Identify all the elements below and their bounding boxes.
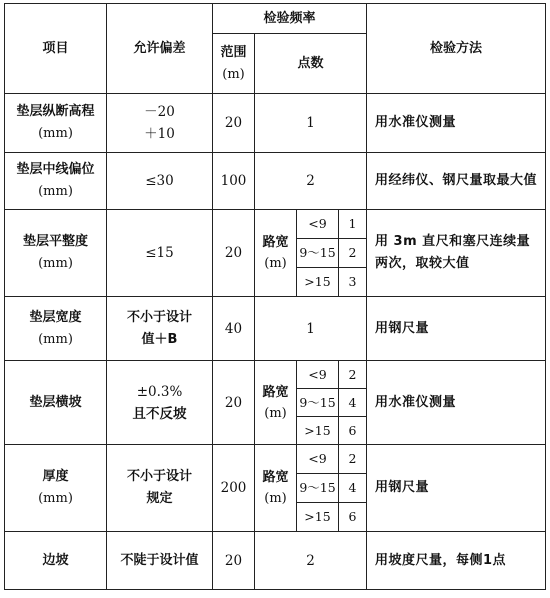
item-unit: (mm) (38, 491, 73, 506)
header-frequency: 检验频率 (213, 4, 367, 34)
width-range-cell: 9～15 (297, 474, 339, 503)
method-cell: 用经纬仪、钢尺量取最大值 (367, 153, 546, 210)
table-row (5, 532, 546, 590)
width-range-cell: 9～15 (297, 389, 339, 417)
tolerance-line-1: －20 (144, 104, 175, 120)
table-row (5, 297, 546, 361)
item-name: 垫层纵断高程 (16, 104, 95, 119)
table-row (5, 361, 546, 389)
tolerance-cell: ≤30 (107, 153, 213, 210)
header-row-1 (5, 4, 546, 34)
road-width-label: 路宽 (262, 470, 289, 485)
item-unit: (mm) (38, 331, 73, 347)
sub-points-cell: 2 (339, 445, 367, 474)
road-width-label: 路宽 (262, 384, 289, 400)
width-range-cell: >15 (297, 503, 339, 532)
tolerance-cell: 不陡于设计值 (107, 532, 213, 590)
item-cell (5, 153, 107, 210)
tolerance-cell (107, 94, 213, 153)
range-cell: 20 (213, 532, 255, 590)
width-range-cell: <9 (297, 445, 339, 474)
header-range (213, 34, 255, 94)
road-width-cell (255, 445, 297, 532)
method-cell: 用 3m 直尺和塞尺连续量两次，取较大值 (367, 210, 546, 297)
width-range-cell: 9～15 (297, 239, 339, 268)
tolerance-line-1: ±0.3% (136, 383, 183, 400)
tolerance-line-2: 值＋B (141, 331, 178, 347)
item-name: 厚度 (42, 469, 69, 484)
sub-points-cell: 6 (339, 503, 367, 532)
sub-points-cell: 2 (339, 239, 367, 268)
item-name: 垫层中线偏位 (16, 162, 95, 177)
tolerance-line-1: 不小于设计 (126, 469, 192, 484)
tolerance-line-2: 规定 (146, 491, 173, 506)
range-cell: 40 (213, 297, 255, 361)
method-cell: 用水准仪测量 (367, 94, 546, 153)
item-cell (5, 94, 107, 153)
range-cell: 20 (213, 94, 255, 153)
sub-points-cell: 1 (339, 210, 367, 239)
item-cell: 边坡 (5, 532, 107, 590)
tolerance-cell (107, 297, 213, 361)
road-width-unit: (m) (264, 491, 287, 506)
item-cell (5, 297, 107, 361)
item-cell: 垫层横坡 (5, 361, 107, 445)
tolerance-line-2: 且不反坡 (132, 405, 187, 422)
item-unit: (mm) (38, 126, 73, 141)
tolerance-line-2: ＋10 (144, 126, 175, 142)
header-tolerance: 允许偏差 (107, 4, 213, 94)
width-range-cell: >15 (297, 417, 339, 445)
tolerance-cell (107, 361, 213, 445)
method-cell: 用钢尺量 (367, 445, 546, 532)
width-range-cell: <9 (297, 210, 339, 239)
width-range-cell: >15 (297, 268, 339, 297)
table-row (5, 445, 546, 474)
range-cell: 20 (213, 210, 255, 297)
method-cell: 用水准仪测量 (367, 361, 546, 445)
inspection-table (4, 3, 546, 590)
method-cell: 用坡度尺量，每侧1点 (367, 532, 546, 590)
inspection-table-container (4, 3, 546, 590)
item-cell (5, 210, 107, 297)
item-unit: (mm) (38, 184, 73, 199)
header-method: 检验方法 (367, 4, 546, 94)
sub-points-cell: 6 (339, 417, 367, 445)
road-width-cell (255, 210, 297, 297)
points-cell: 1 (255, 297, 367, 361)
item-name: 垫层宽度 (29, 309, 82, 325)
range-cell: 100 (213, 153, 255, 210)
points-cell: 2 (255, 532, 367, 590)
header-points: 点数 (255, 34, 367, 94)
road-width-unit: (m) (264, 405, 287, 421)
points-cell: 1 (255, 94, 367, 153)
table-row (5, 153, 546, 210)
item-cell (5, 445, 107, 532)
item-name: 垫层平整度 (22, 234, 88, 249)
tolerance-cell (107, 445, 213, 532)
header-range-label: 范围 (220, 44, 247, 60)
table-row (5, 210, 546, 239)
table-row (5, 94, 546, 153)
road-width-label: 路宽 (262, 235, 289, 250)
points-cell: 2 (255, 153, 367, 210)
width-range-cell: <9 (297, 361, 339, 389)
method-cell: 用钢尺量 (367, 297, 546, 361)
header-item: 项目 (5, 4, 107, 94)
tolerance-line-1: 不小于设计 (126, 309, 192, 325)
sub-points-cell: 4 (339, 474, 367, 503)
sub-points-cell: 3 (339, 268, 367, 297)
range-cell: 200 (213, 445, 255, 532)
road-width-unit: (m) (264, 256, 287, 271)
item-unit: (mm) (38, 256, 73, 271)
header-range-unit: (m) (222, 66, 245, 82)
range-cell: 20 (213, 361, 255, 445)
sub-points-cell: 4 (339, 389, 367, 417)
sub-points-cell: 2 (339, 361, 367, 389)
road-width-cell (255, 361, 297, 445)
tolerance-cell: ≤15 (107, 210, 213, 297)
